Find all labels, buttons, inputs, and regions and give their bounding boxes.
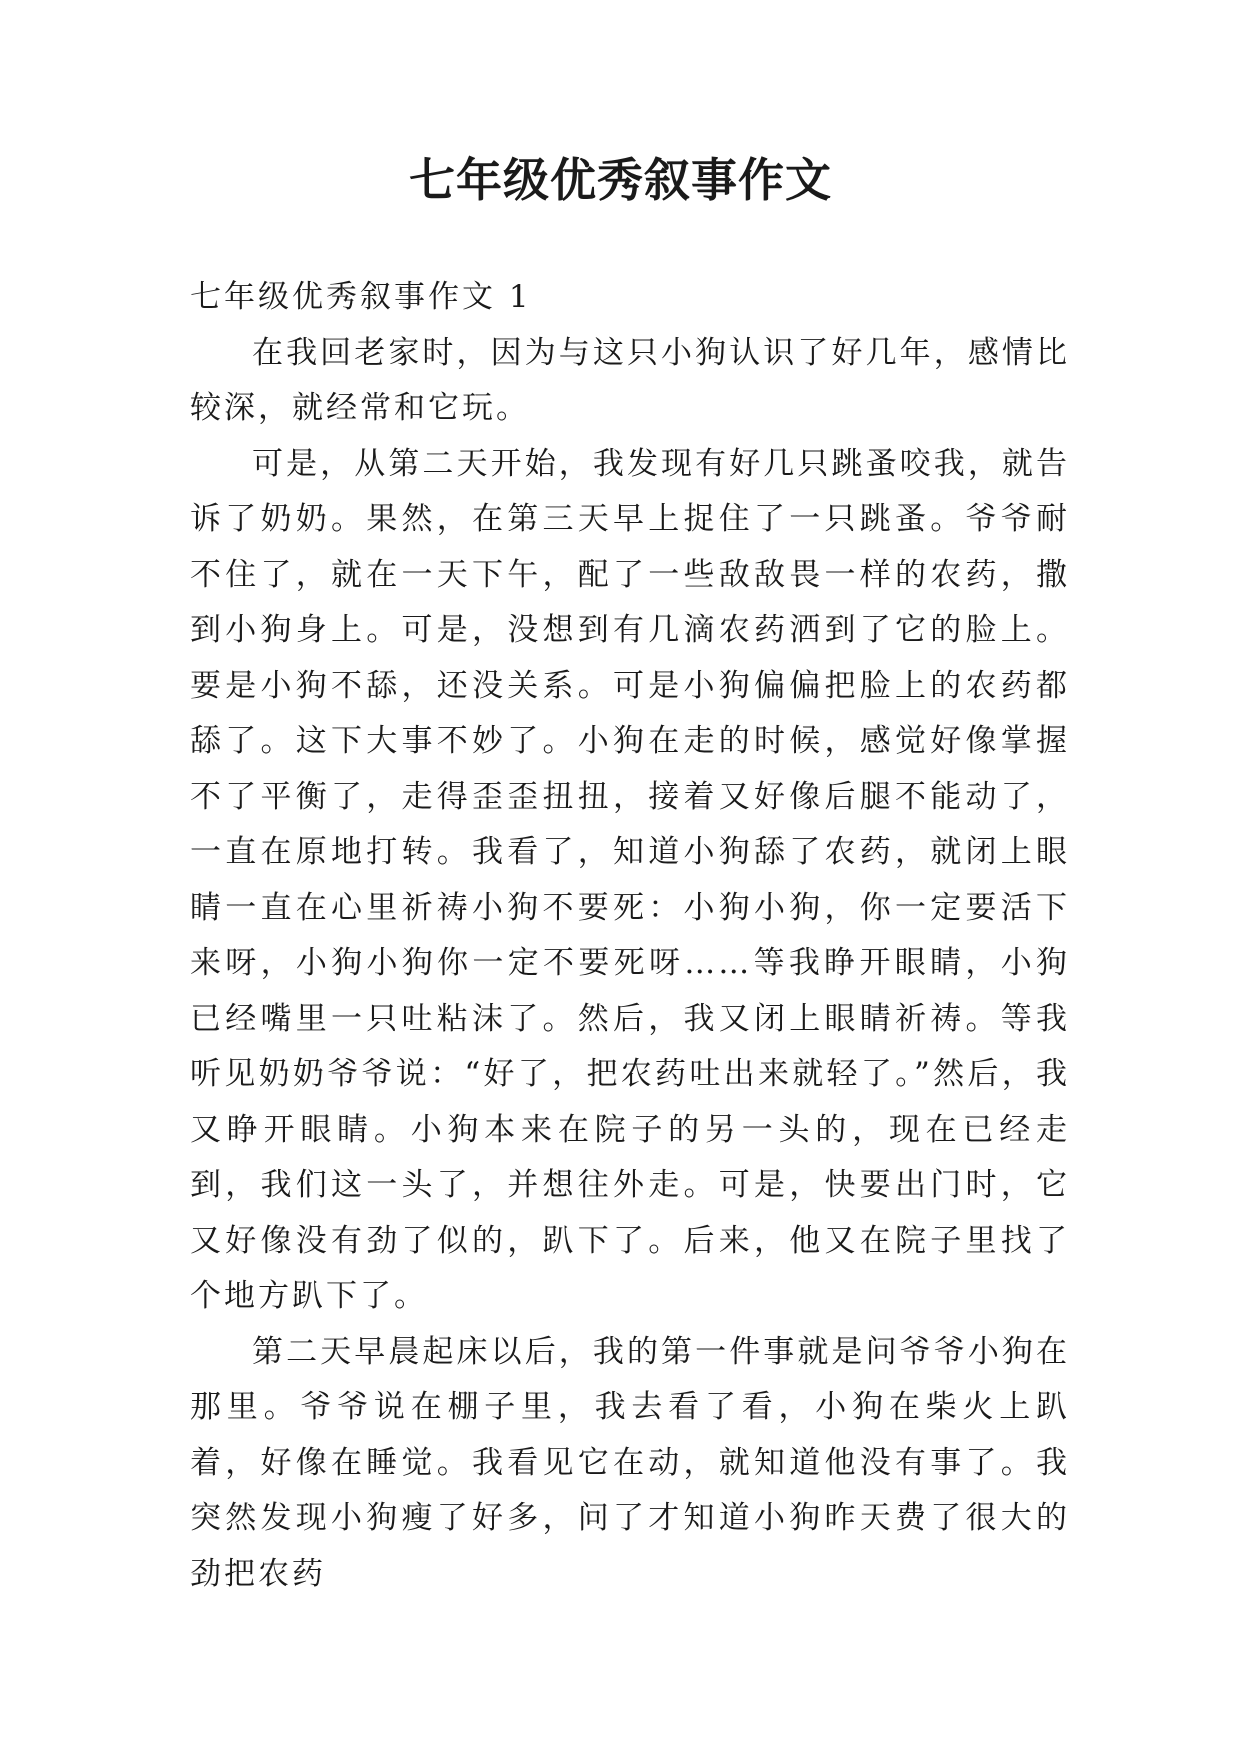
essay-subheading: 七年级优秀叙事作文 1: [190, 279, 532, 315]
paragraph: 在我回老家时，因为与这只小狗认识了好几年，感情比较深，就经常和它玩。: [190, 334, 1070, 426]
document-body: [190, 270, 1070, 1602]
paragraph: 可是，从第二天开始，我发现有好几只跳蚤咬我，就告诉了奶奶。果然，在第三天早上捉住了一只跳蚤。爷爷耐不住了，就在一天下午，配了一些敌敌畏一样的农药，撒到小狗身上。可是，没想到有几滴农药洒到了它的脸上。要是小狗不舔，还没关系。可是小狗偏偏把脸上的农药都舔了。这下大事不妙了。小狗在走的时候，感觉好像掌握不了平衡了，走得歪歪扭扭，接着又好像后腿不能动了，一直在原地打转。我看了，知道小狗舔了农药，就闭上眼睛一直在心里祈祷小狗不要死：小狗小狗，你一定要活下来呀，小狗小狗你一定不要死呀……等我睁开眼睛，小狗已经嘴里一只吐粘沫了。然后，我又闭上眼睛祈祷。等我听见奶奶爷爷说：“好了，把农药吐出来就轻了。”然后，我又睁开眼睛。小狗本来在院子的另一头的，现在已经走到，我们这一头了，并想往外走。可是，快要出门时，它又好像没有劲了似的，趴下了。后来，他又在院子里找了个地方趴下了。: [190, 445, 1070, 1314]
paragraph: 第二天早晨起床以后，我的第一件事就是问爷爷小狗在那里。爷爷说在棚子里，我去看了看，小狗在柴火上趴着，好像在睡觉。我看见它在动，就知道他没有事了。我突然发现小狗瘦了好多，问了才知道小狗昨天费了很大的劲把农药: [190, 1333, 1070, 1592]
document-title: 七年级优秀叙事作文: [409, 153, 832, 207]
